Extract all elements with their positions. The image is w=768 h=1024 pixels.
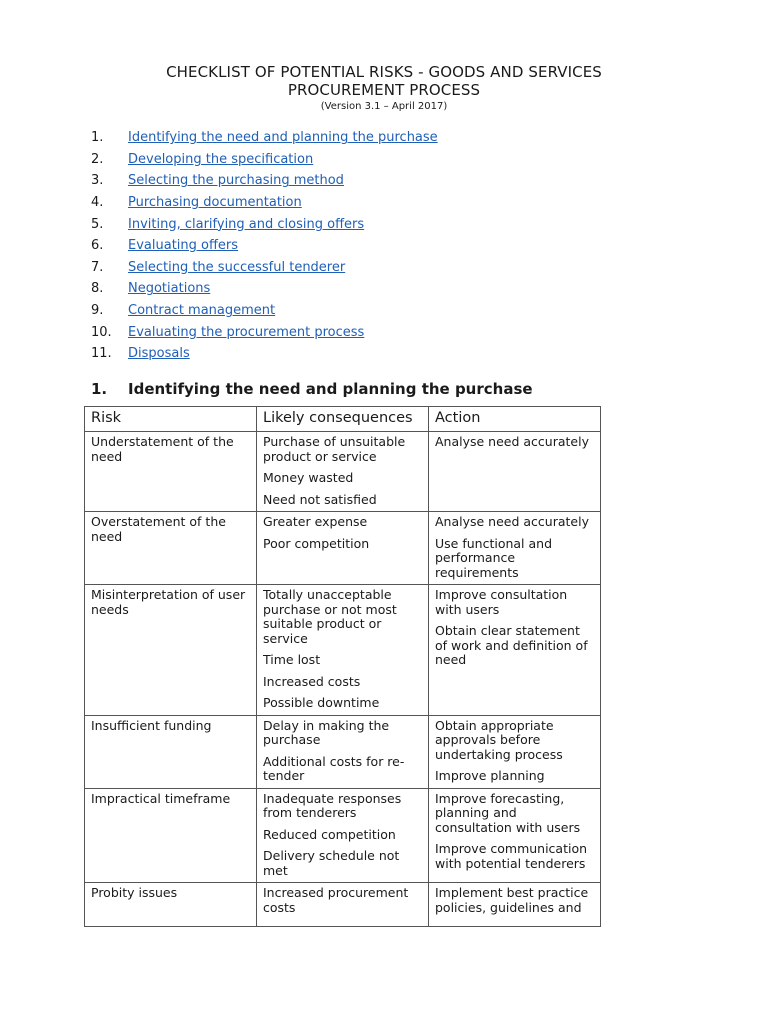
toc-link[interactable]: Evaluating offers [128,238,239,254]
consequence-line: Totally unacceptable purchase or not most suitable product or service [263,587,397,646]
document-title [0,63,768,99]
toc-item [91,235,438,257]
action-line: Use functional and performance requirements [435,535,553,580]
toc-link[interactable]: Developing the specification [128,151,314,167]
action-cell [429,715,601,788]
toc-link[interactable]: Purchasing documentation [128,195,302,211]
risk-cell: Understatement of the need [85,432,257,512]
toc-item [91,127,438,149]
column-header-risk: Risk [85,407,257,432]
consequence-line: Delivery schedule not met [263,848,400,878]
section-title: Identifying the need and planning the purchase [128,380,533,398]
risk-table-body [85,432,601,927]
toc-item [91,300,438,322]
toc-item [91,257,438,279]
risk-cell: Probity issues [85,883,257,927]
table-row [85,788,601,883]
toc-number: 9. [91,303,104,319]
toc-number: 8. [91,281,104,297]
toc-number: 5. [91,216,104,232]
toc-item [91,278,438,300]
table-row [85,883,601,927]
action-line: Implement best practice policies, guidelines and [435,885,589,915]
consequence-cell [257,788,429,883]
risk-cell: Impractical timeframe [85,788,257,883]
toc-item [91,213,438,235]
consequence-line: Time lost [263,652,321,667]
toc-link[interactable]: Identifying the need and planning the purchase [128,130,438,146]
toc-number: 3. [91,173,104,189]
toc-item [91,149,438,171]
toc-link[interactable]: Evaluating the procurement process [128,324,365,340]
action-cell [429,883,601,927]
title-line-1: CHECKLIST OF POTENTIAL RISKS - GOODS AND SERVICES [166,63,602,81]
toc-item [91,192,438,214]
table-header-row [85,407,601,432]
action-line: Improve consultation with users [435,587,568,617]
action-line: Improve communication with potential tenderers [435,841,588,871]
action-cell [429,585,601,716]
consequence-line: Poor competition [263,535,370,551]
consequence-line: Reduced competition [263,826,396,842]
consequence-line: Purchase of unsuitable product or service [263,434,406,464]
column-header-action: Action [429,407,601,432]
action-cell [429,432,601,512]
action-cell [429,788,601,883]
consequence-line: Increased procurement costs [263,885,409,915]
toc-item [91,170,438,192]
action-line: Analyse need accurately [435,514,589,529]
toc-number: 10. [91,324,112,340]
toc-link[interactable]: Disposals [128,346,190,362]
consequence-line: Need not satisfied [263,491,377,507]
toc-link[interactable]: Negotiations [128,281,211,297]
consequence-line: Additional costs for re-tender [263,753,405,783]
toc-number: 1. [91,130,104,146]
consequence-line: Inadequate responses from tenderers [263,790,402,820]
action-cell [429,512,601,585]
toc-number: 7. [91,259,104,275]
toc-number: 11. [91,346,112,362]
consequence-cell [257,585,429,716]
table-of-contents [91,127,438,365]
toc-link[interactable]: Selecting the purchasing method [128,173,344,189]
toc-number: 6. [91,238,104,254]
consequence-line: Money wasted [263,470,354,485]
consequence-cell [257,512,429,585]
table-row [85,432,601,512]
consequence-line: Delay in making the purchase [263,717,390,747]
section-heading [91,380,533,398]
toc-number: 4. [91,195,104,211]
toc-item [91,343,438,365]
action-line: Improve planning [435,768,545,783]
action-line: Obtain clear statement of work and definition of need [435,623,588,667]
toc-item [91,321,438,343]
version-note: (Version 3.1 – April 2017) [320,101,448,112]
action-line: Obtain appropriate approvals before undertaking process [435,717,563,762]
consequence-cell [257,883,429,927]
toc-number: 2. [91,151,104,167]
column-header-consequences: Likely consequences [257,407,429,432]
action-line: Improve forecasting, planning and consultation with users [435,790,581,835]
consequence-cell [257,715,429,788]
title-line-2: PROCUREMENT PROCESS [287,81,481,99]
consequence-line: Possible downtime [263,695,380,710]
consequence-cell [257,432,429,512]
table-row [85,715,601,788]
risk-cell: Insufficient funding [85,715,257,788]
table-row [85,585,601,716]
consequence-line: Increased costs [263,673,361,689]
risk-cell: Misinterpretation of user needs [85,585,257,716]
risk-cell: Overstatement of the need [85,512,257,585]
action-line: Analyse need accurately [435,434,589,449]
consequence-line: Greater expense [263,514,368,529]
table-row [85,512,601,585]
toc-link[interactable]: Contract management [128,303,276,319]
toc-link[interactable]: Inviting, clarifying and closing offers [128,216,365,232]
toc-link[interactable]: Selecting the successful tenderer [128,259,346,275]
risk-table [84,406,601,927]
section-number: 1. [91,380,108,398]
